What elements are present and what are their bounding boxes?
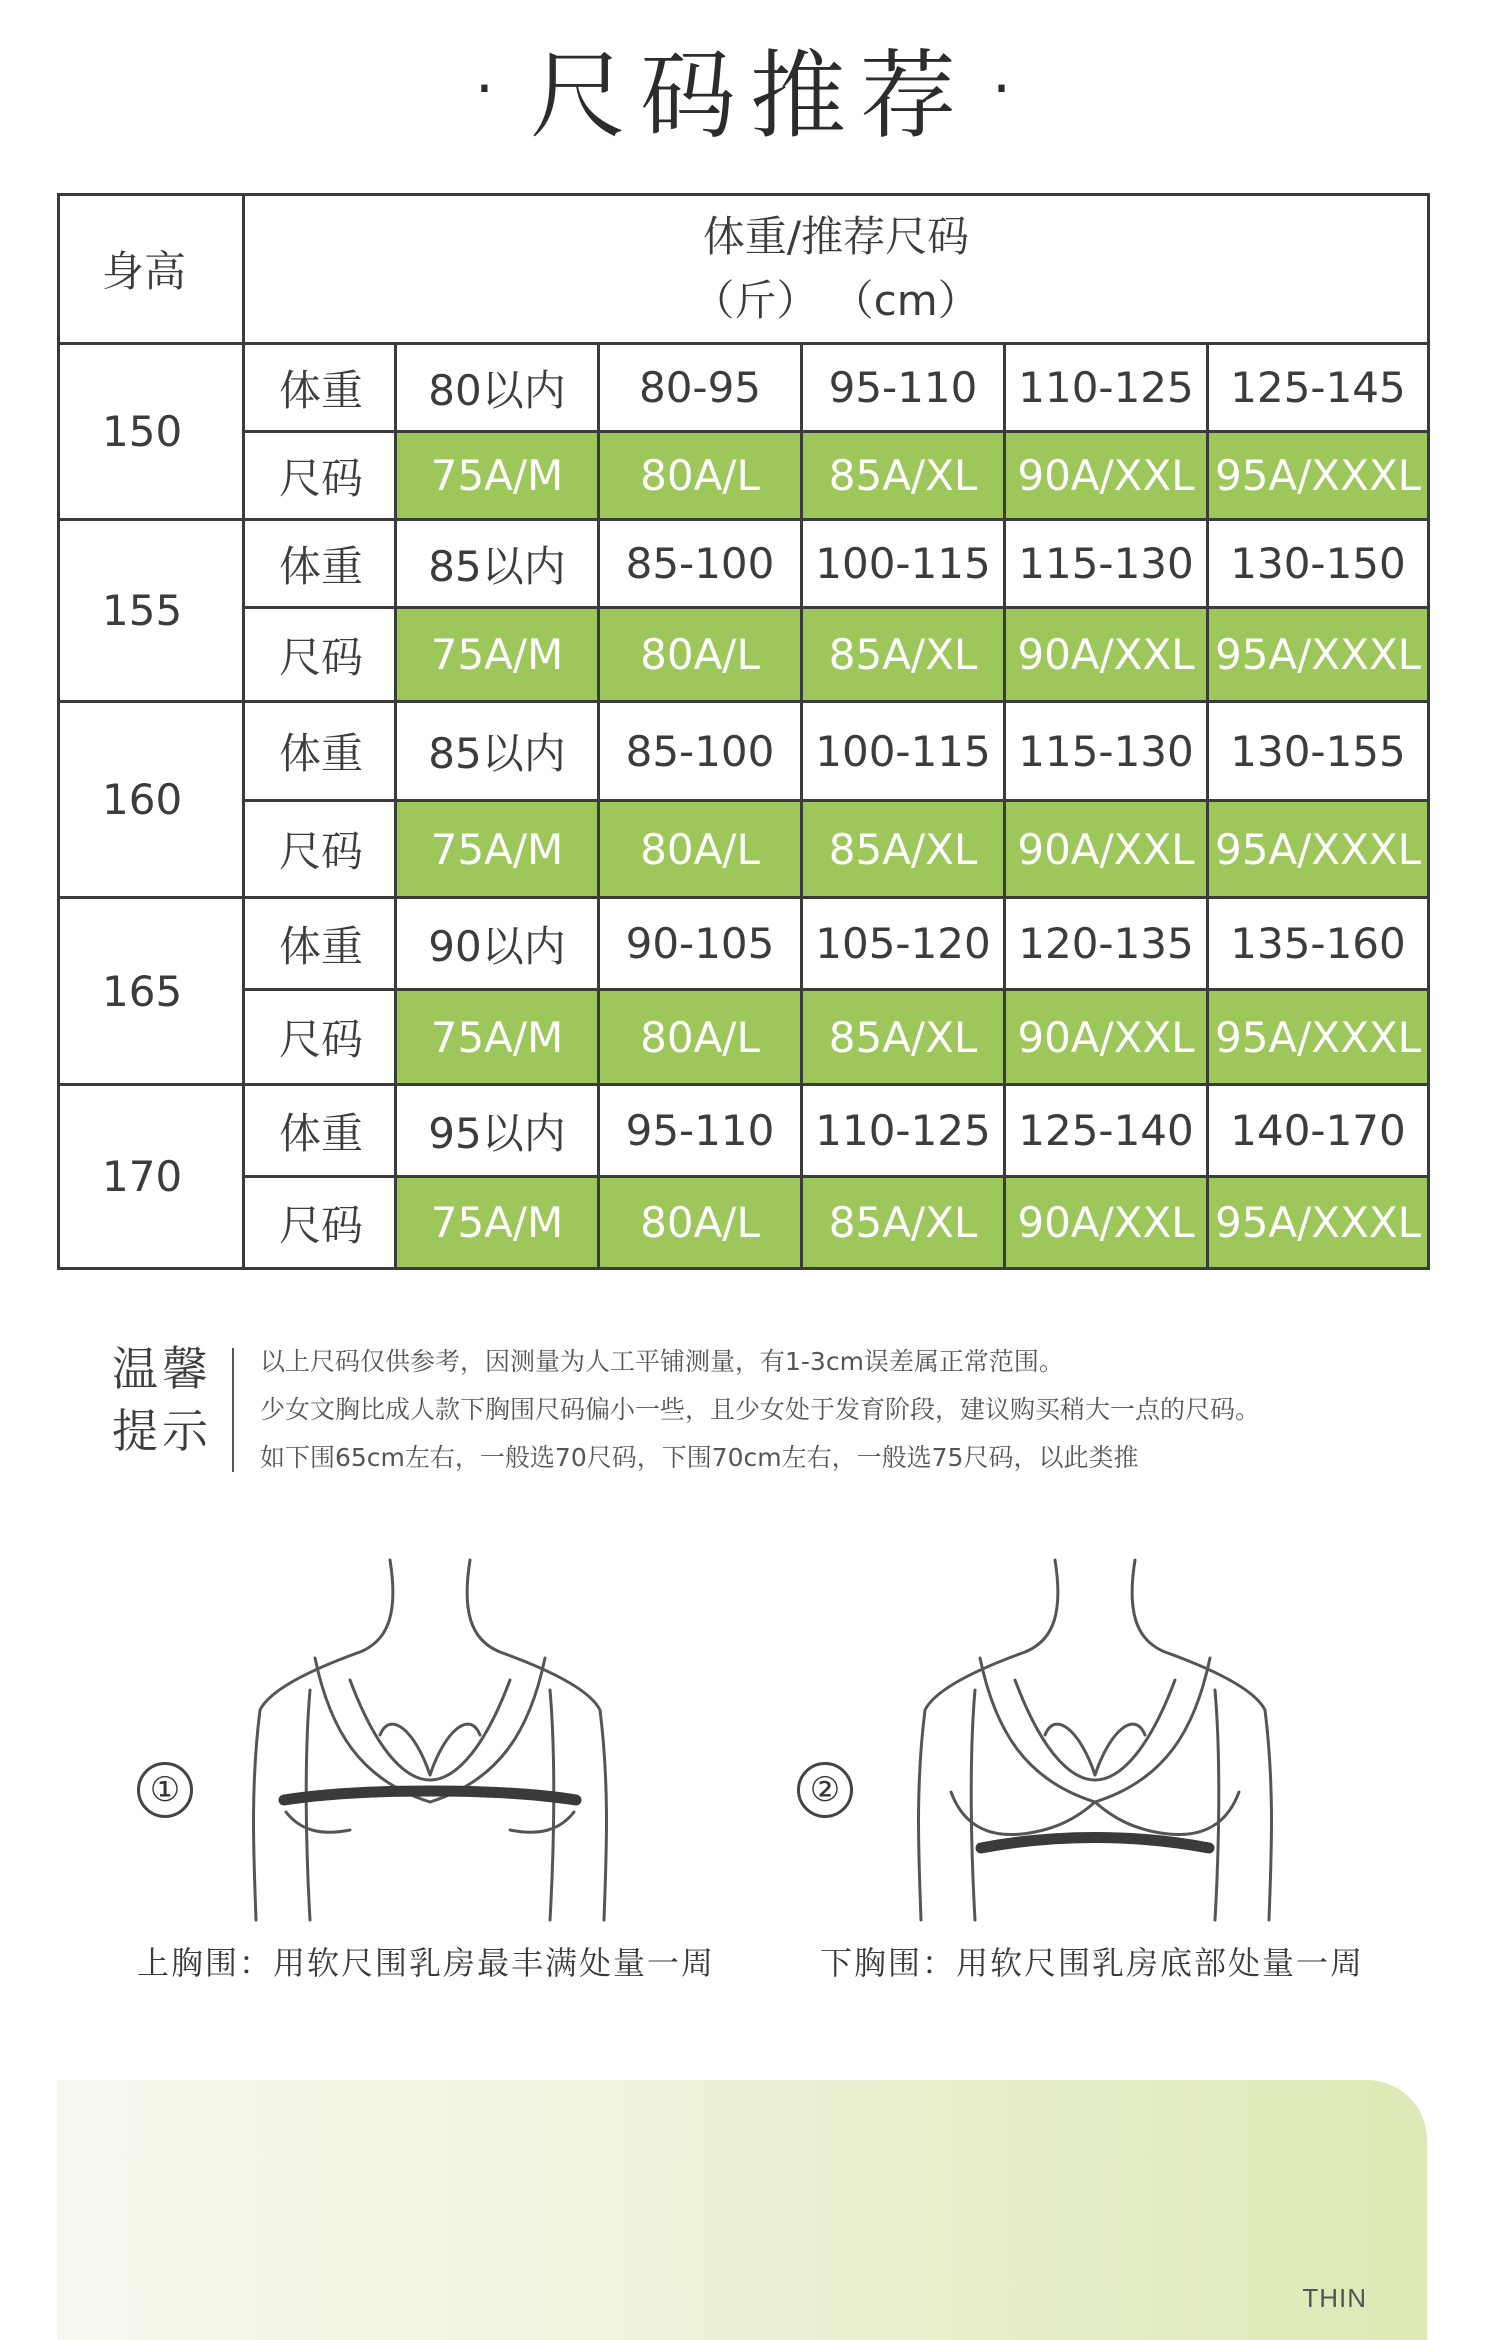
weight-range-cell: 80-95 bbox=[599, 344, 802, 432]
weight-range-cell: 90-105 bbox=[599, 898, 802, 990]
tip-line: 如下围65cm左右，一般选70尺码，下围70cm左右，一般选75尺码，以此类推 bbox=[260, 1443, 1139, 1472]
weight-range-cell: 85以内 bbox=[396, 702, 599, 801]
weight-range-cell: 125-140 bbox=[1005, 1085, 1208, 1177]
weight-row bbox=[59, 898, 1429, 990]
title-dot-left: · bbox=[474, 53, 508, 124]
size-cell: 95A/XXXL bbox=[1208, 432, 1429, 520]
table-body bbox=[59, 344, 1429, 1269]
figure-2-number: ② bbox=[797, 1762, 853, 1818]
size-cell: 75A/M bbox=[396, 1177, 599, 1269]
size-cell: 90A/XXL bbox=[1005, 608, 1208, 702]
size-row bbox=[59, 432, 1429, 520]
size-row bbox=[59, 1177, 1429, 1269]
size-cell: 95A/XXXL bbox=[1208, 801, 1429, 898]
size-cell: 75A/M bbox=[396, 990, 599, 1085]
weight-range-cell: 85以内 bbox=[396, 520, 599, 608]
weight-range-cell: 130-150 bbox=[1208, 520, 1429, 608]
weight-label: 体重 bbox=[244, 344, 396, 432]
size-cell: 85A/XL bbox=[802, 1177, 1005, 1269]
tip-line: 以上尺码仅供参考，因测量为人工平铺测量，有1-3cm误差属正常范围。 bbox=[260, 1347, 1064, 1376]
size-cell: 90A/XXL bbox=[1005, 432, 1208, 520]
weight-range-cell: 120-135 bbox=[1005, 898, 1208, 990]
figure-1-caption: 上胸围：用软尺围乳房最丰满处量一周 bbox=[137, 1944, 716, 1982]
size-cell: 75A/M bbox=[396, 432, 599, 520]
header-line-2: （斤） （cm） bbox=[692, 276, 980, 325]
weight-range-cell: 125-145 bbox=[1208, 344, 1429, 432]
weight-row bbox=[59, 1085, 1429, 1177]
size-cell: 85A/XL bbox=[802, 608, 1005, 702]
size-cell: 80A/L bbox=[599, 990, 802, 1085]
weight-range-cell: 130-155 bbox=[1208, 702, 1429, 801]
tips-divider bbox=[232, 1348, 234, 1472]
size-cell: 80A/L bbox=[599, 608, 802, 702]
size-label: 尺码 bbox=[244, 608, 396, 702]
torso-upper-bust-icon bbox=[240, 1530, 620, 1950]
torso-under-bust-icon bbox=[905, 1530, 1285, 1950]
table-header bbox=[244, 195, 1429, 344]
figure-1-number: ① bbox=[137, 1762, 193, 1818]
weight-range-cell: 100-115 bbox=[802, 702, 1005, 801]
size-cell: 95A/XXXL bbox=[1208, 990, 1429, 1085]
height-cell: 170 bbox=[59, 1085, 244, 1269]
weight-range-cell: 95-110 bbox=[802, 344, 1005, 432]
size-label: 尺码 bbox=[244, 801, 396, 898]
height-cell: 150 bbox=[59, 344, 244, 520]
weight-range-cell: 100-115 bbox=[802, 520, 1005, 608]
figure-1-illustration bbox=[240, 1530, 760, 1950]
size-cell: 80A/L bbox=[599, 432, 802, 520]
figure-2-illustration bbox=[905, 1530, 1425, 1950]
title-text: 尺码推荐 bbox=[530, 40, 970, 152]
figure-2-caption: 下胸围：用软尺围乳房底部处量一周 bbox=[820, 1944, 1365, 1982]
weight-label: 体重 bbox=[244, 520, 396, 608]
table-header-row bbox=[59, 195, 1429, 344]
size-cell: 90A/XXL bbox=[1005, 990, 1208, 1085]
size-cell: 80A/L bbox=[599, 801, 802, 898]
tips-section bbox=[112, 1338, 1412, 1478]
size-cell: 95A/XXXL bbox=[1208, 1177, 1429, 1269]
size-label: 尺码 bbox=[244, 432, 396, 520]
weight-range-cell: 90以内 bbox=[396, 898, 599, 990]
size-cell: 90A/XXL bbox=[1005, 801, 1208, 898]
weight-row bbox=[59, 702, 1429, 801]
weight-range-cell: 95以内 bbox=[396, 1085, 599, 1177]
weight-range-cell: 115-130 bbox=[1005, 520, 1208, 608]
height-cell: 160 bbox=[59, 702, 244, 898]
size-row bbox=[59, 608, 1429, 702]
size-table bbox=[57, 193, 1430, 1270]
weight-range-cell: 80以内 bbox=[396, 344, 599, 432]
weight-range-cell: 110-125 bbox=[1005, 344, 1208, 432]
tips-title-line-1: 温馨 bbox=[112, 1342, 212, 1396]
weight-range-cell: 85-100 bbox=[599, 702, 802, 801]
weight-range-cell: 85-100 bbox=[599, 520, 802, 608]
weight-label: 体重 bbox=[244, 898, 396, 990]
weight-row bbox=[59, 520, 1429, 608]
size-row bbox=[59, 801, 1429, 898]
weight-range-cell: 140-170 bbox=[1208, 1085, 1429, 1177]
weight-range-cell: 115-130 bbox=[1005, 702, 1208, 801]
height-cell: 155 bbox=[59, 520, 244, 702]
size-label: 尺码 bbox=[244, 990, 396, 1085]
size-cell: 75A/M bbox=[396, 608, 599, 702]
header-line-1: 体重/推荐尺码 bbox=[702, 212, 970, 261]
tips-title-line-2: 提示 bbox=[112, 1404, 212, 1458]
weight-range-cell: 105-120 bbox=[802, 898, 1005, 990]
size-cell: 80A/L bbox=[599, 1177, 802, 1269]
weight-range-cell: 95-110 bbox=[599, 1085, 802, 1177]
size-cell: 90A/XXL bbox=[1005, 1177, 1208, 1269]
tip-line: 少女文胸比成人款下胸围尺码偏小一些，且少女处于发育阶段，建议购买稍大一点的尺码。 bbox=[260, 1395, 1261, 1424]
corner-label: 身高 bbox=[59, 195, 244, 344]
tips-title bbox=[112, 1338, 212, 1462]
weight-range-cell: 110-125 bbox=[802, 1085, 1005, 1177]
bottom-banner bbox=[57, 2080, 1427, 2340]
size-row bbox=[59, 990, 1429, 1085]
page-title bbox=[0, 20, 1500, 157]
weight-row bbox=[59, 344, 1429, 432]
size-cell: 85A/XL bbox=[802, 990, 1005, 1085]
banner-text: THIN bbox=[1302, 2283, 1367, 2313]
size-cell: 85A/XL bbox=[802, 432, 1005, 520]
size-cell: 75A/M bbox=[396, 801, 599, 898]
size-cell: 95A/XXXL bbox=[1208, 608, 1429, 702]
tips-lines bbox=[260, 1338, 1260, 1482]
weight-label: 体重 bbox=[244, 702, 396, 801]
size-label: 尺码 bbox=[244, 1177, 396, 1269]
weight-label: 体重 bbox=[244, 1085, 396, 1177]
weight-range-cell: 135-160 bbox=[1208, 898, 1429, 990]
height-cell: 165 bbox=[59, 898, 244, 1085]
title-dot-right: · bbox=[992, 53, 1026, 124]
size-cell: 85A/XL bbox=[802, 801, 1005, 898]
